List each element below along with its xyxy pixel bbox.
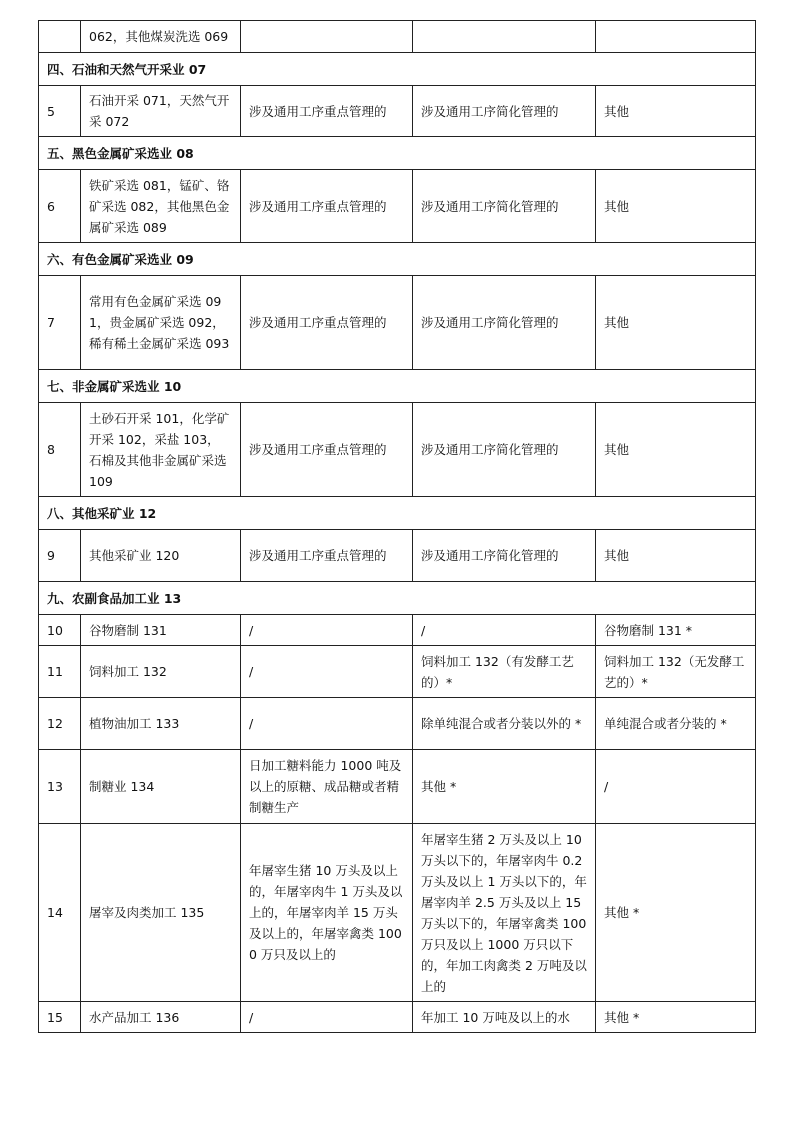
industry-cell: 土砂石开采 101，化学矿开采 102，采盐 103，石棉及其他非金属矿采选 109 — [81, 403, 241, 497]
row-number: 15 — [39, 1002, 81, 1033]
simplified-management-cell: / — [413, 615, 596, 646]
table-row — [39, 1002, 756, 1033]
industry-cell: 062，其他煤炭洗选 069 — [81, 21, 241, 53]
key-management-cell: 涉及通用工序重点管理的 — [241, 530, 413, 582]
row-number: 13 — [39, 750, 81, 824]
table-row — [39, 21, 756, 53]
row-number: 9 — [39, 530, 81, 582]
simplified-management-cell: 除单纯混合或者分装以外的 * — [413, 698, 596, 750]
industry-cell: 制糖业 134 — [81, 750, 241, 824]
registration-cell: 其他 * — [596, 824, 756, 1002]
section-heading: 九、农副食品加工业 13 — [39, 582, 756, 615]
table-row — [39, 403, 756, 497]
registration-cell: 其他 — [596, 403, 756, 497]
industry-cell: 其他采矿业 120 — [81, 530, 241, 582]
key-management-cell: 涉及通用工序重点管理的 — [241, 276, 413, 370]
key-management-cell: 涉及通用工序重点管理的 — [241, 86, 413, 137]
table-row — [39, 615, 756, 646]
industry-cell: 水产品加工 136 — [81, 1002, 241, 1033]
key-management-cell: / — [241, 646, 413, 698]
registration-cell: 其他 — [596, 170, 756, 243]
section-row — [39, 370, 756, 403]
section-row — [39, 497, 756, 530]
registration-cell: 饲料加工 132（无发酵工艺的）* — [596, 646, 756, 698]
key-management-cell: / — [241, 698, 413, 750]
table-row — [39, 170, 756, 243]
table-row — [39, 86, 756, 137]
table-row — [39, 276, 756, 370]
simplified-management-cell: 年屠宰生猪 2 万头及以上 10 万头以下的，年屠宰肉牛 0.2 万头及以上 1 万头以下的，年屠宰肉羊 2.5 万头及以上 15 万头以下的，年屠宰禽类 100 万只及以上 1000 万只以下的，年加工肉禽类 2 万吨及以上的 — [413, 824, 596, 1002]
industry-cell: 石油开采 071，天然气开采 072 — [81, 86, 241, 137]
table-row — [39, 530, 756, 582]
key-management-cell: 涉及通用工序重点管理的 — [241, 170, 413, 243]
table-row — [39, 698, 756, 750]
simplified-management-cell: 涉及通用工序简化管理的 — [413, 170, 596, 243]
simplified-management-cell: 涉及通用工序简化管理的 — [413, 403, 596, 497]
row-number: 11 — [39, 646, 81, 698]
section-heading: 四、石油和天然气开采业 07 — [39, 53, 756, 86]
table-row — [39, 824, 756, 1002]
row-number: 6 — [39, 170, 81, 243]
row-number: 8 — [39, 403, 81, 497]
registration-cell — [596, 21, 756, 53]
simplified-management-cell: 涉及通用工序简化管理的 — [413, 530, 596, 582]
permit-classification-table — [38, 20, 756, 1033]
key-management-cell: / — [241, 1002, 413, 1033]
industry-cell: 常用有色金属矿采选 091，贵金属矿采选 092，稀有稀土金属矿采选 093 — [81, 276, 241, 370]
section-row — [39, 243, 756, 276]
key-management-cell: 涉及通用工序重点管理的 — [241, 403, 413, 497]
section-heading: 五、黑色金属矿采选业 08 — [39, 137, 756, 170]
registration-cell: 其他 — [596, 276, 756, 370]
simplified-management-cell: 饲料加工 132（有发酵工艺的）* — [413, 646, 596, 698]
row-number: 7 — [39, 276, 81, 370]
section-row — [39, 137, 756, 170]
row-number: 5 — [39, 86, 81, 137]
key-management-cell: 年屠宰生猪 10 万头及以上的，年屠宰肉牛 1 万头及以上的，年屠宰肉羊 15 万头及以上的，年屠宰禽类 1000 万只及以上的 — [241, 824, 413, 1002]
table-row — [39, 750, 756, 824]
simplified-management-cell — [413, 21, 596, 53]
industry-cell: 植物油加工 133 — [81, 698, 241, 750]
key-management-cell: 日加工糖料能力 1000 吨及以上的原糖、成品糖或者精制糖生产 — [241, 750, 413, 824]
simplified-management-cell: 涉及通用工序简化管理的 — [413, 276, 596, 370]
registration-cell: / — [596, 750, 756, 824]
section-row — [39, 582, 756, 615]
simplified-management-cell: 涉及通用工序简化管理的 — [413, 86, 596, 137]
industry-cell: 屠宰及肉类加工 135 — [81, 824, 241, 1002]
row-number: 12 — [39, 698, 81, 750]
industry-cell: 谷物磨制 131 — [81, 615, 241, 646]
section-heading: 六、有色金属矿采选业 09 — [39, 243, 756, 276]
registration-cell: 其他 * — [596, 1002, 756, 1033]
key-management-cell: / — [241, 615, 413, 646]
row-number: 10 — [39, 615, 81, 646]
key-management-cell — [241, 21, 413, 53]
simplified-management-cell: 其他 * — [413, 750, 596, 824]
table-row — [39, 646, 756, 698]
simplified-management-cell: 年加工 10 万吨及以上的水 — [413, 1002, 596, 1033]
registration-cell: 谷物磨制 131 * — [596, 615, 756, 646]
row-number: 14 — [39, 824, 81, 1002]
industry-cell: 铁矿采选 081，锰矿、铬矿采选 082，其他黑色金属矿采选 089 — [81, 170, 241, 243]
registration-cell: 其他 — [596, 86, 756, 137]
section-heading: 七、非金属矿采选业 10 — [39, 370, 756, 403]
registration-cell: 单纯混合或者分装的 * — [596, 698, 756, 750]
industry-cell: 饲料加工 132 — [81, 646, 241, 698]
section-row — [39, 53, 756, 86]
registration-cell: 其他 — [596, 530, 756, 582]
row-number — [39, 21, 81, 53]
section-heading: 八、其他采矿业 12 — [39, 497, 756, 530]
